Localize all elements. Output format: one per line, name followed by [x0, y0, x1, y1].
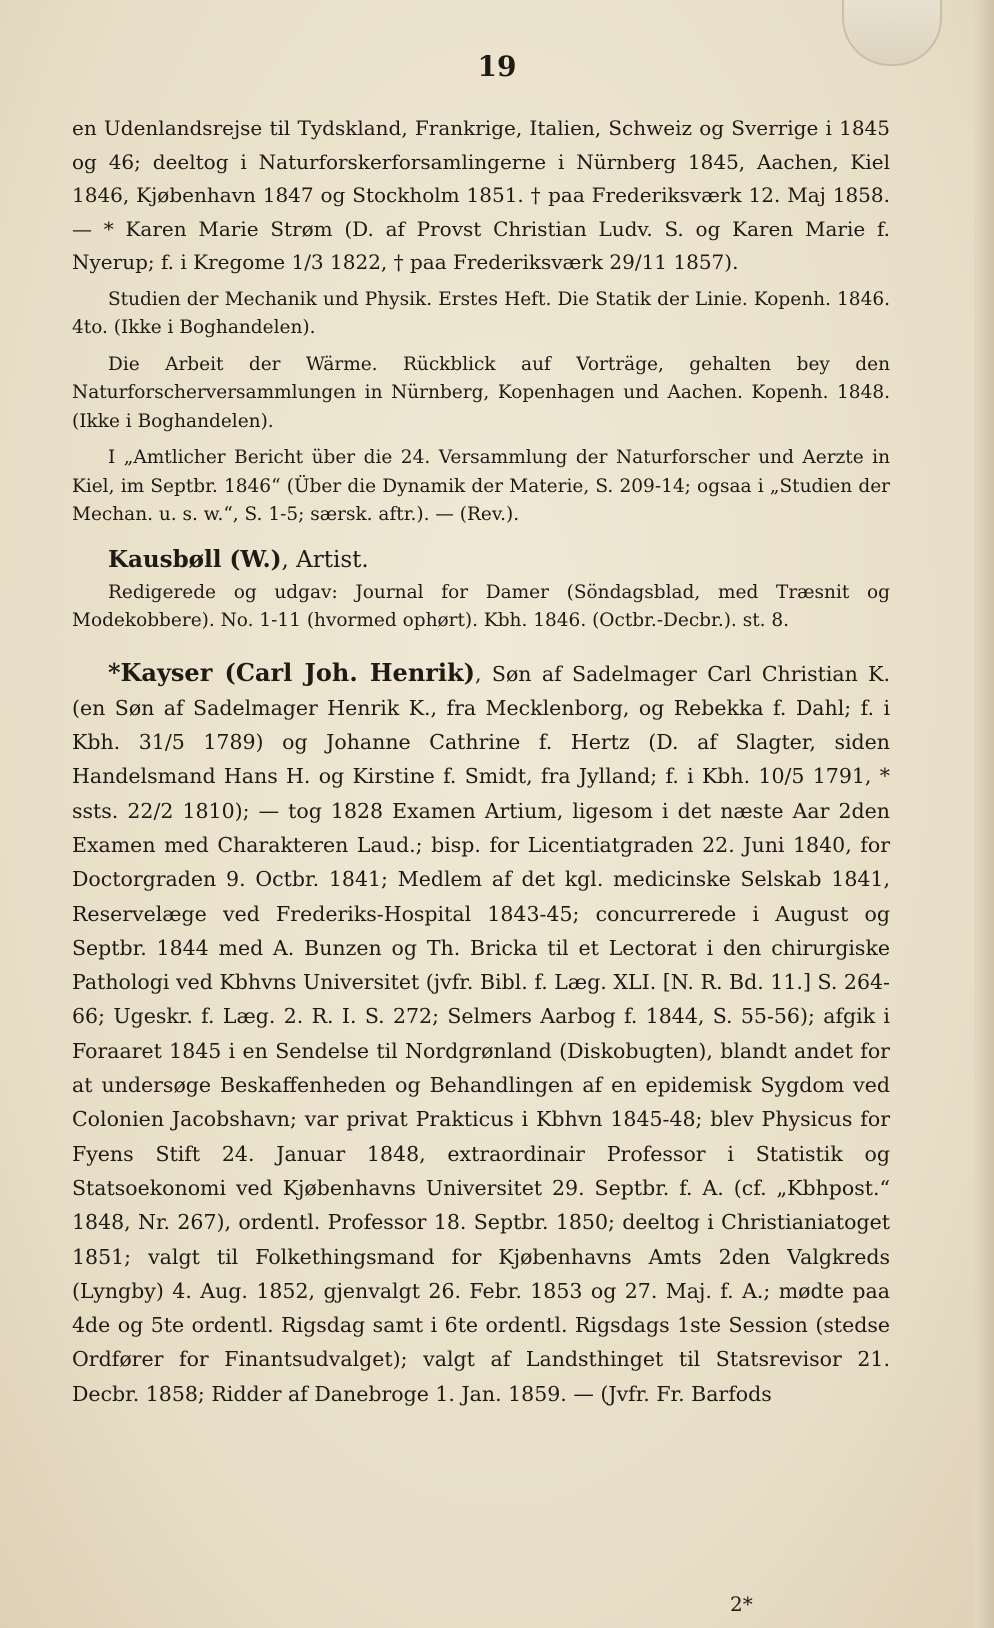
- page-number: 19: [477, 50, 517, 83]
- entry-title: , Artist.: [281, 546, 369, 573]
- entry-continuation-text: en Udenlandsrejse til Tydskland, Frankrige, Italien, Schweiz og Sverrige i 1845 og 46; deeltog i Naturforskerforsamlingerne i Nürnberg 1845, Aachen, Kiel 1846, Kjøbenhavn 1847 og Stockholm 1851. † paa Frederiksværk 12. Maj 1858. — * Karen Marie Strøm (D. af Provst Christian Ludv. S. og Karen Marie f. Nyerup; f. i Kregome 1/3 1822, † paa Frederiksværk 29/11 1857).: [72, 116, 890, 274]
- publication-list: [72, 286, 890, 530]
- page-edge-shadow: [974, 0, 994, 1628]
- publication-item: Redigerede og udgav: Journal for Damer (Söndagsblad, med Træsnit og Modekobbere). No. 1-11 (hvormed ophørt). Kbh. 1846. (Octbr.-Decbr.). st. 8.: [72, 581, 890, 631]
- entry-name: *Kayser (Carl Joh. Henrik): [108, 657, 476, 687]
- kausboll-publications: [72, 579, 890, 636]
- publication-item: Studien der Mechanik und Physik. Erstes Heft. Die Statik der Linie. Kopenh. 1846. 4to. (Ikke i Boghandelen).: [72, 288, 890, 338]
- entry-kayser: [72, 656, 890, 1412]
- publication-item: I „Amtlicher Bericht über die 24. Versammlung der Naturforscher und Aerzte in Kiel, im Septbr. 1846“ (Über die Dynamik der Materie, S. 209-14; ogsaa i „Studien der Mechan. u. s. w.“, S. 1-5; særsk. aftr.). — (Rev.).: [72, 447, 890, 525]
- entry-continuation: [72, 112, 890, 280]
- signature-mark: 2*: [730, 1592, 753, 1616]
- entry-name: Kausbøll (W.): [108, 545, 282, 573]
- entry-body: , Søn af Sadelmager Carl Christian K. (en Søn af Sadelmager Henrik K., fra Mecklenborg, og Rebekka f. Dahl; f. i Kbh. 31/5 1789) og Johanne Cathrine f. Hertz (D. af Slagter, siden Handelsmand Hans H. og Kirstine f. Smidt, fra Jylland; f. i Kbh. 10/5 1791, * ssts. 22/2 1810); — tog 1828 Examen Artium, ligesom i det næste Aar 2den Examen med Charakteren Laud.; bisp. for Licentiatgraden 22. Juni 1840, for Doctorgraden 9. Octbr. 1841; Medlem af det kgl. medicinske Selskab 1841, Reservelæge ved Frederiks-Hospital 1843-45; concurrerede i August og Septbr. 1844 med A. Bunzen og Th. Bricka til et Lectorat i den chirurgiske Pathologi ved Kbhvns Universitet (jvfr. Bibl. f. Læg. XLI. [N. R. Bd. 11.] S. 264-66; Ugeskr. f. Læg. 2. R. I. S. 272; Selmers Aarbog f. 1844, S. 55-56); afgik i Foraaret 1845 i en Sendelse til Nordgrønland (Diskobugten), blandt andet for at undersøge Beskaffenheden og Behandlingen af en epidemisk Sygdom ved Colonien Jacobshavn; var privat Prakticus i Kbhvn 1845-48; blev Physicus for Fyens Stift 24. Januar 1848, extraordinair Professor i Statistik og Statsoekonomi ved Kjøbenhavns Universitet 29. Septbr. f. A. (cf. „Kbhpost.“ 1848, Nr. 267), ordentl. Professor 18. Septbr. 1850; deeltog i Christianiatoget 1851; valgt til Folkethingsmand for Kjøbenhavns Amts 2den Valgkreds (Lyngby) 4. Aug. 1852, gjenvalgt 26. Febr. 1853 og 27. Maj. f. A.; mødte paa 4de og 5te ordentl. Rigsdag samt i 6te ordentl. Rigsdags 1ste Session (stedse Ordfører for Finantsudvalget); valgt af Landsthinget til Statsrevisor 21. Decbr. 1858; Ridder af Danebroge 1. Jan. 1859. — (Jvfr. Fr. Barfods: [72, 661, 890, 1406]
- page-content: [72, 112, 890, 1411]
- entry-heading-kausboll: [72, 546, 890, 573]
- publication-item: Die Arbeit der Wärme. Rückblick auf Vorträge, gehalten bey den Naturforscherversammlungen in Nürnberg, Kopenhagen und Aachen. Kopenh. 1848. (Ikke i Boghandelen).: [72, 353, 890, 432]
- entry-kayser-text: [72, 656, 890, 1412]
